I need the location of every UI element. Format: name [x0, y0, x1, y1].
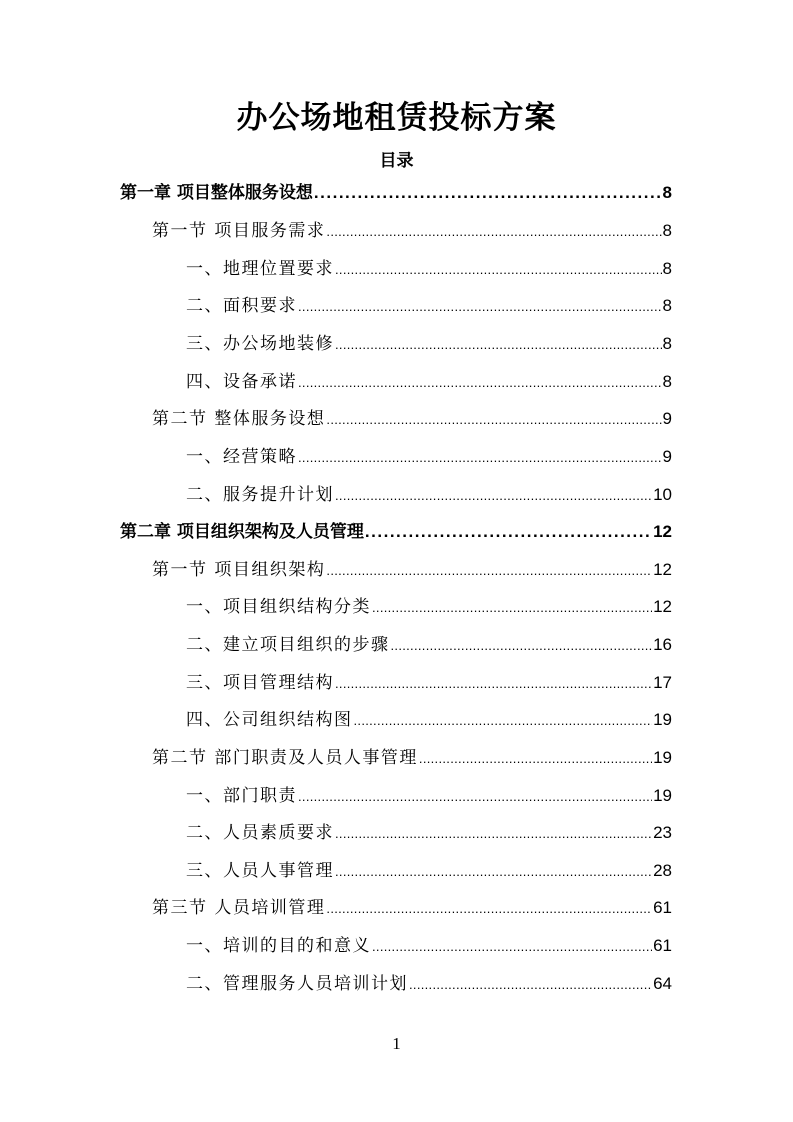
toc-subsection-entry[interactable] — [186, 592, 672, 622]
toc-entry-label: 一、培训的目的和意义 — [186, 936, 371, 956]
toc-section-entry[interactable] — [152, 555, 672, 585]
toc-chapter-entry[interactable] — [120, 517, 672, 547]
toc-entry-page: 8 — [662, 296, 672, 315]
toc-subsection-entry[interactable] — [186, 705, 672, 735]
toc-dot-leader — [335, 826, 652, 841]
toc-dot-leader — [326, 901, 652, 916]
toc-dot-leader — [365, 522, 652, 542]
toc-entry-label: 第一章 项目整体服务设想 — [120, 183, 313, 203]
page-number: 1 — [392, 1034, 401, 1053]
toc-subsection-entry[interactable] — [186, 367, 672, 397]
toc-subsection-entry[interactable] — [186, 442, 672, 472]
toc-entry-page: 9 — [662, 409, 672, 428]
toc-entry-page: 23 — [653, 823, 672, 842]
toc-entry-label: 三、办公场地装修 — [186, 334, 334, 354]
toc-entry-page: 10 — [653, 485, 672, 504]
toc-entry-page: 8 — [662, 372, 672, 391]
toc-entry-page: 8 — [662, 221, 672, 240]
toc-dot-leader — [326, 563, 652, 578]
toc-entry-page: 12 — [653, 560, 672, 579]
toc-subsection-entry[interactable] — [186, 630, 672, 660]
toc-dot-leader — [335, 488, 652, 503]
toc-entry-page: 17 — [653, 673, 672, 692]
toc-entry-page: 64 — [653, 974, 672, 993]
toc-dot-leader — [409, 977, 652, 992]
toc-subsection-entry[interactable] — [186, 291, 672, 321]
toc-entry-label: 二、管理服务人员培训计划 — [186, 974, 408, 994]
toc-entry-label: 三、项目管理结构 — [186, 673, 334, 693]
toc-chapter-entry[interactable] — [120, 178, 672, 208]
toc-entry-page: 19 — [653, 786, 672, 805]
toc-dot-leader — [372, 939, 652, 954]
toc-entry-page: 9 — [662, 447, 672, 466]
toc-dot-leader — [298, 375, 662, 390]
toc-entry-label: 二、人员素质要求 — [186, 823, 334, 843]
toc-section-entry[interactable] — [152, 216, 672, 246]
toc-entry-label: 四、设备承诺 — [186, 372, 297, 392]
toc-entry-page: 19 — [653, 748, 672, 767]
toc-entry-page: 28 — [653, 861, 672, 880]
toc-entry-page: 8 — [662, 183, 672, 202]
toc-subsection-entry[interactable] — [186, 329, 672, 359]
toc-subsection-entry[interactable] — [186, 254, 672, 284]
toc-dot-leader — [335, 337, 662, 352]
toc-dot-leader — [419, 751, 652, 766]
toc-entry-label: 第二节 部门职责及人员人事管理 — [152, 748, 418, 768]
toc-entry-label: 一、经营策略 — [186, 447, 297, 467]
toc-entry-page: 16 — [653, 635, 672, 654]
toc-subsection-entry[interactable] — [186, 931, 672, 961]
toc-entry-label: 一、部门职责 — [186, 786, 297, 806]
toc-dot-leader — [335, 864, 652, 879]
toc-entry-label: 第一节 项目组织架构 — [152, 560, 326, 580]
toc-dot-leader — [298, 299, 662, 314]
toc-dot-leader — [372, 600, 652, 615]
toc-entry-page: 19 — [653, 710, 672, 729]
toc-entry-label: 四、公司组织结构图 — [186, 710, 353, 730]
toc-dot-leader — [354, 713, 653, 728]
toc-entry-label: 第三节 人员培训管理 — [152, 898, 326, 918]
toc-dot-leader — [298, 789, 652, 804]
toc-entry-label: 三、人员人事管理 — [186, 861, 334, 881]
toc-entry-label: 第一节 项目服务需求 — [152, 221, 326, 241]
toc-entry-page: 8 — [662, 334, 672, 353]
toc-entry-label: 二、服务提升计划 — [186, 485, 334, 505]
toc-subsection-entry[interactable] — [186, 969, 672, 999]
toc-section-entry[interactable] — [152, 743, 672, 773]
toc-heading: 目录 — [379, 151, 414, 171]
toc-section-entry[interactable] — [152, 893, 672, 923]
toc-section-entry[interactable] — [152, 404, 672, 434]
document-title: 办公场地租赁投标方案 — [236, 100, 557, 136]
toc-entry-label: 第二节 整体服务设想 — [152, 409, 326, 429]
toc-entry-page: 61 — [653, 936, 672, 955]
toc-dot-leader — [314, 183, 662, 203]
toc-dot-leader — [326, 412, 661, 427]
toc-entry-label: 一、项目组织结构分类 — [186, 597, 371, 617]
toc-dot-leader — [326, 224, 661, 239]
toc-entry-page: 12 — [653, 597, 672, 616]
toc-dot-leader — [391, 638, 653, 653]
toc-entry-label: 二、建立项目组织的步骤 — [186, 635, 390, 655]
toc-entry-page: 12 — [653, 522, 672, 541]
toc-subsection-entry[interactable] — [186, 856, 672, 886]
toc-entry-page: 61 — [653, 898, 672, 917]
toc-subsection-entry[interactable] — [186, 668, 672, 698]
toc-subsection-entry[interactable] — [186, 480, 672, 510]
toc-entry-label: 二、面积要求 — [186, 296, 297, 316]
toc-dot-leader — [335, 262, 662, 277]
toc-dot-leader — [298, 450, 662, 465]
toc-subsection-entry[interactable] — [186, 781, 672, 811]
toc-entry-page: 8 — [662, 259, 672, 278]
toc-dot-leader — [335, 676, 652, 691]
toc-entry-label: 一、地理位置要求 — [186, 259, 334, 279]
toc-subsection-entry[interactable] — [186, 818, 672, 848]
toc-entry-label: 第二章 项目组织架构及人员管理 — [120, 522, 364, 542]
